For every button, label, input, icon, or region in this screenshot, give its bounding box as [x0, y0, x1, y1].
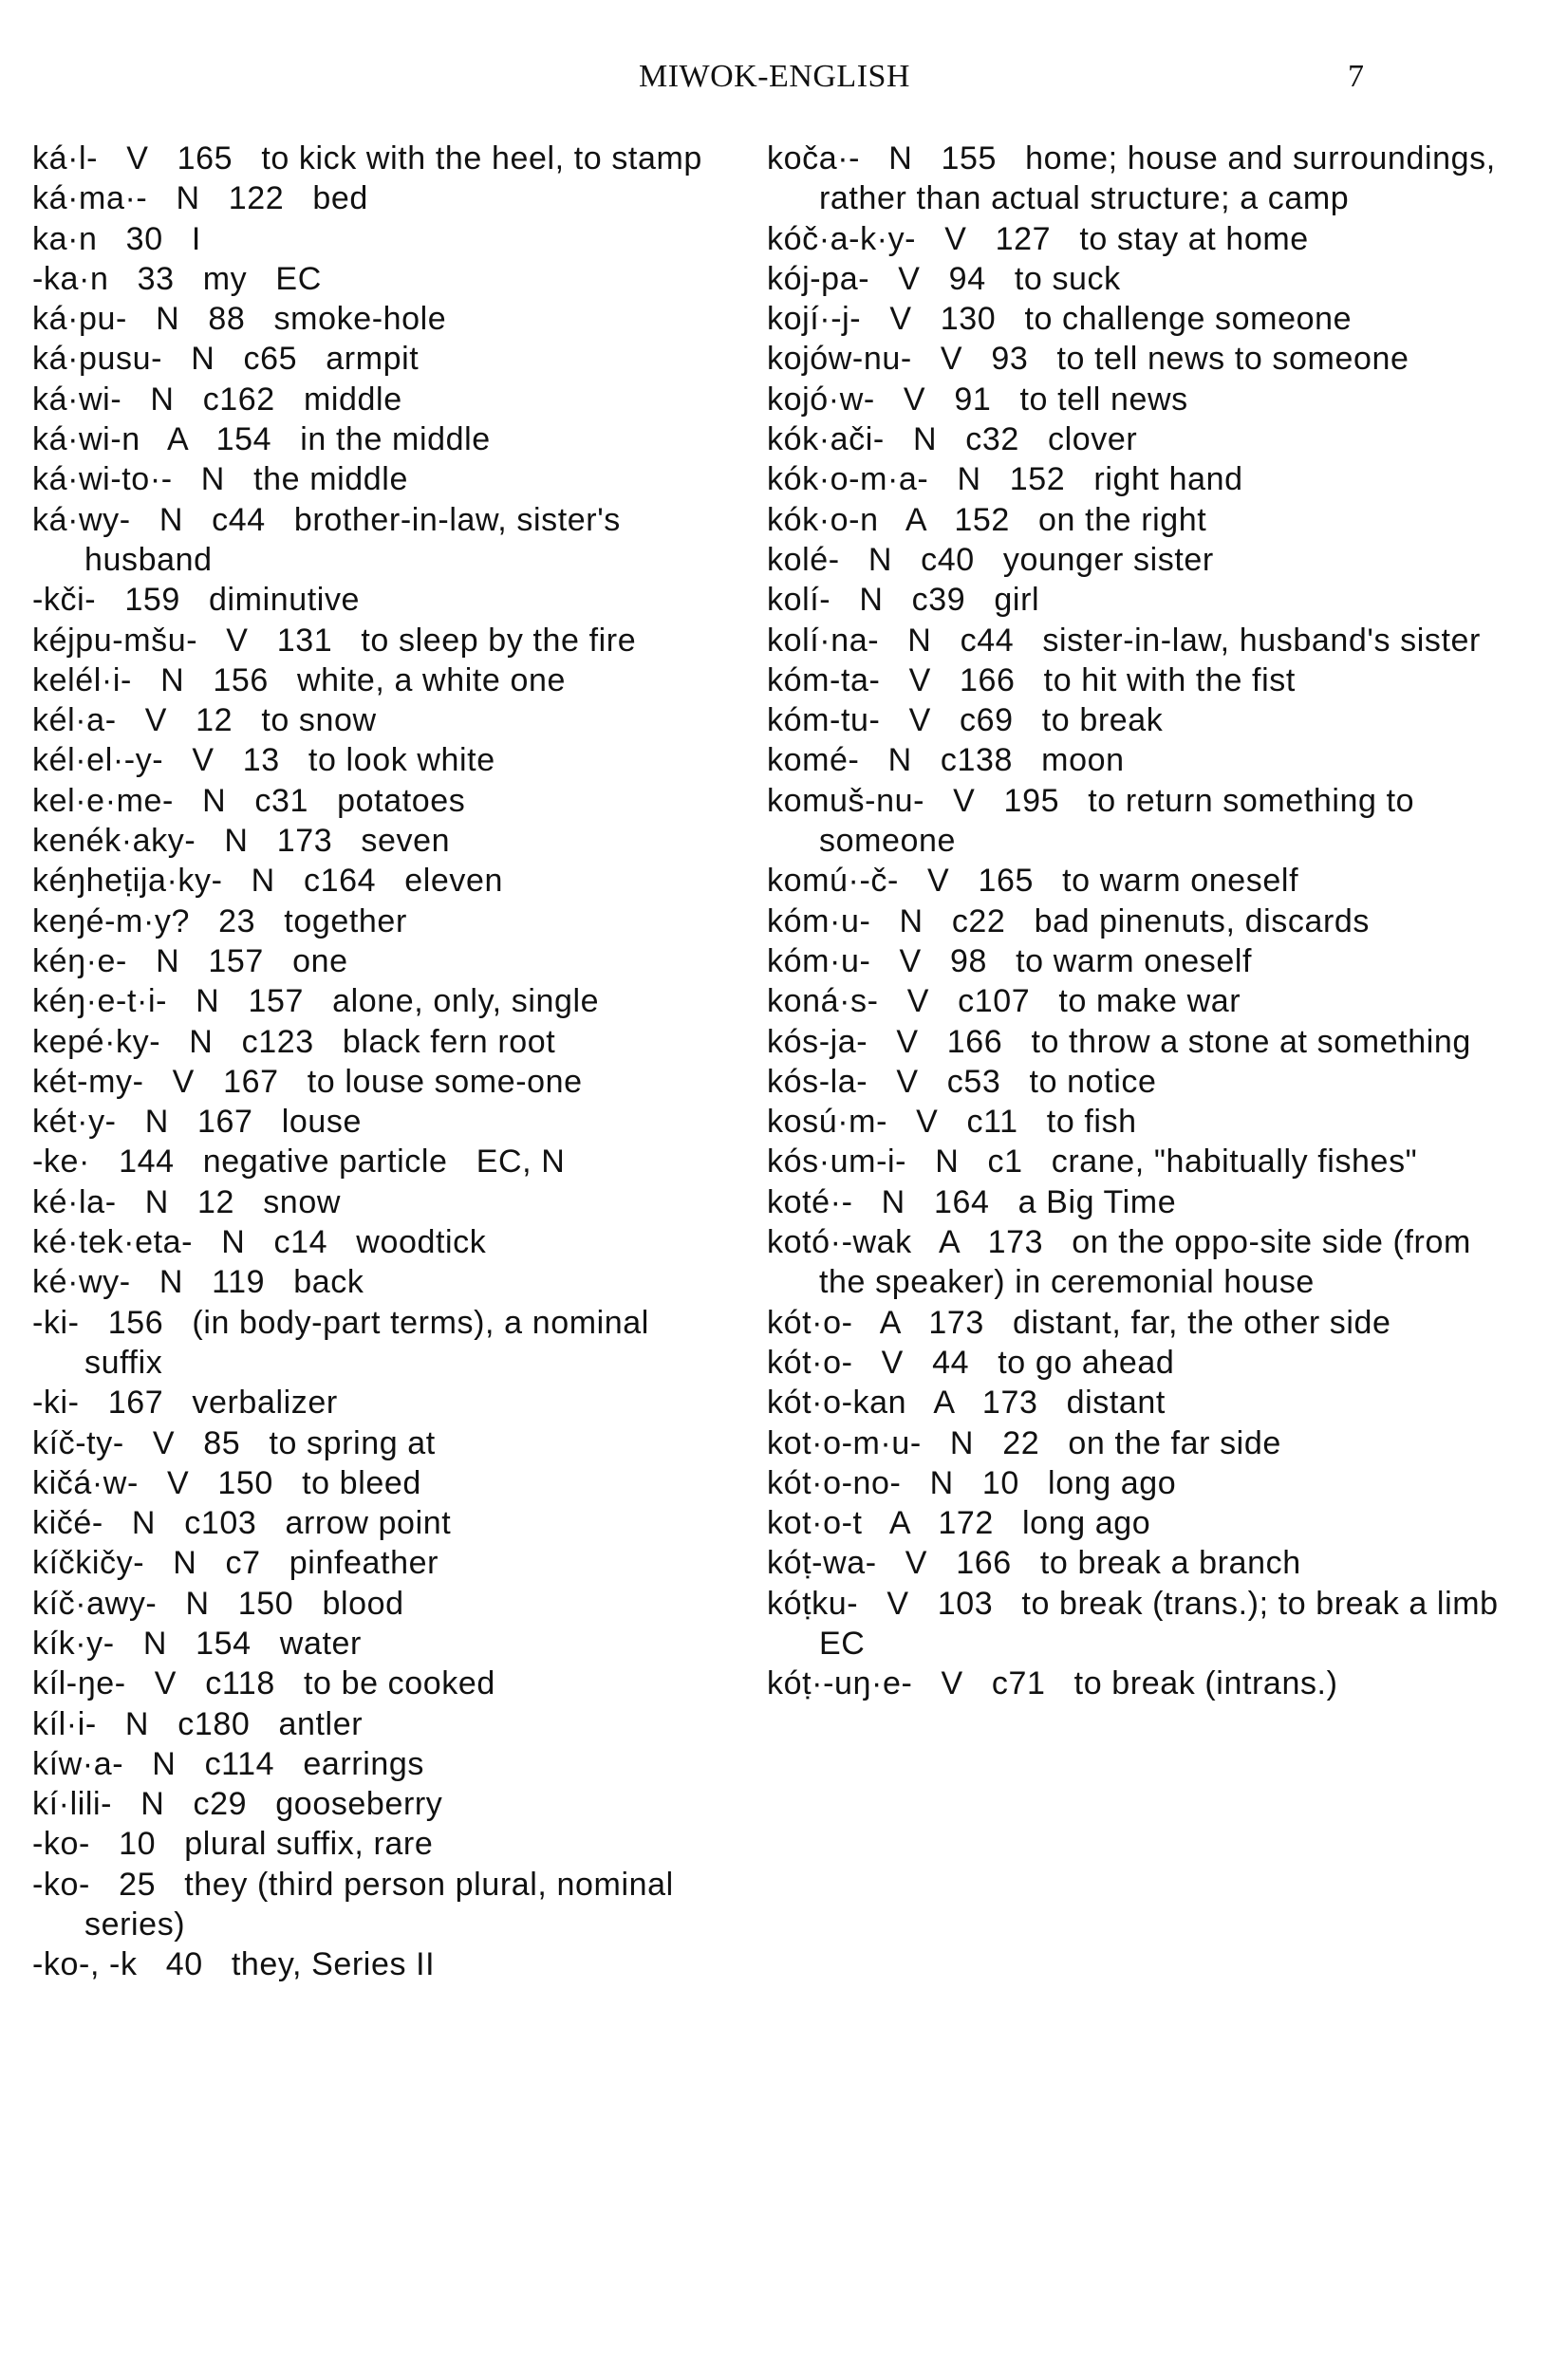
- dictionary-entry: kóm·u- N c22 bad pinenuts, discards: [767, 902, 1370, 939]
- dictionary-entry: ká·pu- N 88 smoke-hole: [32, 301, 447, 338]
- dictionary-entry: kíč·awy- N 150 blood: [32, 1585, 404, 1622]
- dictionary-entry: kolé- N c40 younger sister: [767, 541, 1214, 578]
- dictionary-entry: ká·wi-to·- N the middle: [32, 461, 408, 498]
- dictionary-entry: kotó·-wak A 173 on the oppo-site side (from the speaker) in ceremonial house: [767, 1224, 1481, 1301]
- dictionary-entry: ké·tek·eta- N c14 woodtick: [32, 1224, 487, 1261]
- dictionary-entry: kój-pa- V 94 to suck: [767, 260, 1121, 297]
- dictionary-entry: -ko-, -k 40 they, Series II: [32, 1946, 436, 1983]
- page-number: 7: [1348, 59, 1364, 94]
- dictionary-entry: kíl-ŋe- V c118 to be cooked: [32, 1665, 495, 1702]
- dictionary-entry: kel·e·me- N c31 potatoes: [32, 782, 466, 819]
- dictionary-entry: kók·ači- N c32 clover: [767, 421, 1138, 458]
- dictionary-entry: kóč·a-k·y- V 127 to stay at home: [767, 220, 1309, 257]
- dictionary-entry: kíčkičy- N c7 pinfeather: [32, 1545, 439, 1582]
- dictionary-entry: kík·y- N 154 water: [32, 1625, 362, 1662]
- dictionary-entry: kóm-ta- V 166 to hit with the fist: [767, 661, 1296, 698]
- dictionary-entry: kéjpu-mšu- V 131 to sleep by the fire: [32, 622, 637, 659]
- dictionary-entry: ká·wi- N c162 middle: [32, 381, 402, 418]
- dictionary-entry: ká·wy- N c44 brother-in-law, sister's husband: [32, 501, 630, 578]
- dictionary-entry: koná·s- V c107 to make war: [767, 983, 1241, 1020]
- dictionary-entry: kós-ja- V 166 to throw a stone at something: [767, 1023, 1471, 1060]
- dictionary-entry: kót·o-kan A 173 distant: [767, 1385, 1166, 1422]
- dictionary-entry: -ko- 25 they (third person plural, nominal series): [32, 1866, 683, 1943]
- dictionary-entry: kot·o-m·u- N 22 on the far side: [767, 1424, 1281, 1461]
- dictionary-entry: ké·wy- N 119 back: [32, 1264, 364, 1301]
- dictionary-entry: -ke· 144 negative particle EC, N: [32, 1144, 566, 1181]
- dictionary-entry: kosú·m- V c11 to fish: [767, 1104, 1137, 1141]
- dictionary-entry: komuš-nu- V 195 to return something to someone: [767, 782, 1425, 860]
- dictionary-entry: ká·ma·- N 122 bed: [32, 180, 368, 217]
- dictionary-entry: ké·la- N 12 snow: [32, 1183, 341, 1220]
- dictionary-entry: kéŋheṭija·ky- N c164 eleven: [32, 863, 504, 900]
- dictionary-entry: kojów-nu- V 93 to tell news to someone: [767, 341, 1409, 378]
- dictionary-entry: kenék·aky- N 173 seven: [32, 823, 451, 860]
- dictionary-entry: kíč-ty- V 85 to spring at: [32, 1424, 436, 1461]
- dictionary-entry: kíl·i- N c180 antler: [32, 1705, 364, 1742]
- dictionary-entry: két·y- N 167 louse: [32, 1104, 362, 1141]
- dictionary-entry: kepé·ky- N c123 black fern root: [32, 1023, 556, 1060]
- dictionary-entry: kél·a- V 12 to snow: [32, 702, 377, 739]
- dictionary-entry: két-my- V 167 to louse some-one: [32, 1063, 583, 1100]
- left-column: [32, 139, 725, 1985]
- dictionary-entry: -ki- 156 (in body-part terms), a nominal suffix: [32, 1304, 660, 1381]
- dictionary-entry: kéŋ·e-t·i- N 157 alone, only, single: [32, 983, 600, 1020]
- dictionary-entry: kós·um-i- N c1 crane, "habitually fishes": [767, 1144, 1418, 1181]
- dictionary-entry: kí·lili- N c29 gooseberry: [32, 1786, 443, 1823]
- dictionary-entry: komé- N c138 moon: [767, 742, 1125, 779]
- dictionary-entry: kót·o-no- N 10 long ago: [767, 1464, 1177, 1501]
- dictionary-entry: ká·l- V 165 to kick with the heel, to stamp: [32, 140, 702, 177]
- dictionary-entry: kók·o-m·a- N 152 right hand: [767, 461, 1243, 498]
- page-title: MIWOK-ENGLISH: [638, 59, 910, 94]
- dictionary-entry: kojó·w- V 91 to tell news: [767, 381, 1188, 418]
- dictionary-entry: kók·o-n A 152 on the right: [767, 501, 1207, 538]
- dictionary-entry: kós-la- V c53 to notice: [767, 1063, 1157, 1100]
- dictionary-entry: komú·-č- V 165 to warm oneself: [767, 863, 1299, 900]
- dictionary-entry: kóm·u- V 98 to warm oneself: [767, 942, 1253, 979]
- dictionary-entry: keŋé-m·y? 23 together: [32, 902, 407, 939]
- dictionary-entry: kojí·-j- V 130 to challenge someone: [767, 301, 1353, 338]
- dictionary-entry: kót·o- A 173 distant, far, the other side: [767, 1304, 1391, 1341]
- dictionary-entry: -ki- 167 verbalizer: [32, 1385, 338, 1422]
- dictionary-entry: kíw·a- N c114 earrings: [32, 1745, 424, 1782]
- dictionary-entry: ká·pusu- N c65 armpit: [32, 341, 420, 378]
- dictionary-entry: kóṭku- V 103 to break (trans.); to break a limb EC: [767, 1585, 1527, 1662]
- dictionary-entry: -kči- 159 diminutive: [32, 582, 361, 619]
- dictionary-entry: kót·o- V 44 to go ahead: [767, 1344, 1175, 1381]
- dictionary-entry: kóṭ·-uŋ·e- V c71 to break (intrans.): [767, 1665, 1338, 1702]
- dictionary-entry: kóm-tu- V c69 to break: [767, 702, 1164, 739]
- dictionary-entry: kóṭ-wa- V 166 to break a branch: [767, 1545, 1301, 1582]
- dictionary-entry: -ko- 10 plural suffix, rare: [32, 1826, 434, 1863]
- dictionary-entry: kél·el·-y- V 13 to look white: [32, 742, 495, 779]
- dictionary-entry: kelél·i- N 156 white, a white one: [32, 661, 566, 698]
- dictionary-entry: koté·- N 164 a Big Time: [767, 1183, 1177, 1220]
- dictionary-entry: koča·- N 155 home; house and surroundings, rather than actual structure; a camp: [767, 140, 1505, 217]
- dictionary-entry: kot·o-t A 172 long ago: [767, 1505, 1151, 1542]
- dictionary-entry: kičá·w- V 150 to bleed: [32, 1464, 421, 1501]
- dictionary-entry: ká·wi-n A 154 in the middle: [32, 421, 491, 458]
- dictionary-entry: kolí·na- N c44 sister-in-law, husband's sister: [767, 622, 1481, 659]
- dictionary-entry: kéŋ·e- N 157 one: [32, 942, 348, 979]
- right-column: [767, 139, 1527, 1704]
- dictionary-entry: kičé- N c103 arrow point: [32, 1505, 452, 1542]
- dictionary-entry: ka·n 30 I: [32, 220, 201, 257]
- dictionary-entry: kolí- N c39 girl: [767, 582, 1040, 619]
- dictionary-entry: -ka·n 33 my EC: [32, 260, 322, 297]
